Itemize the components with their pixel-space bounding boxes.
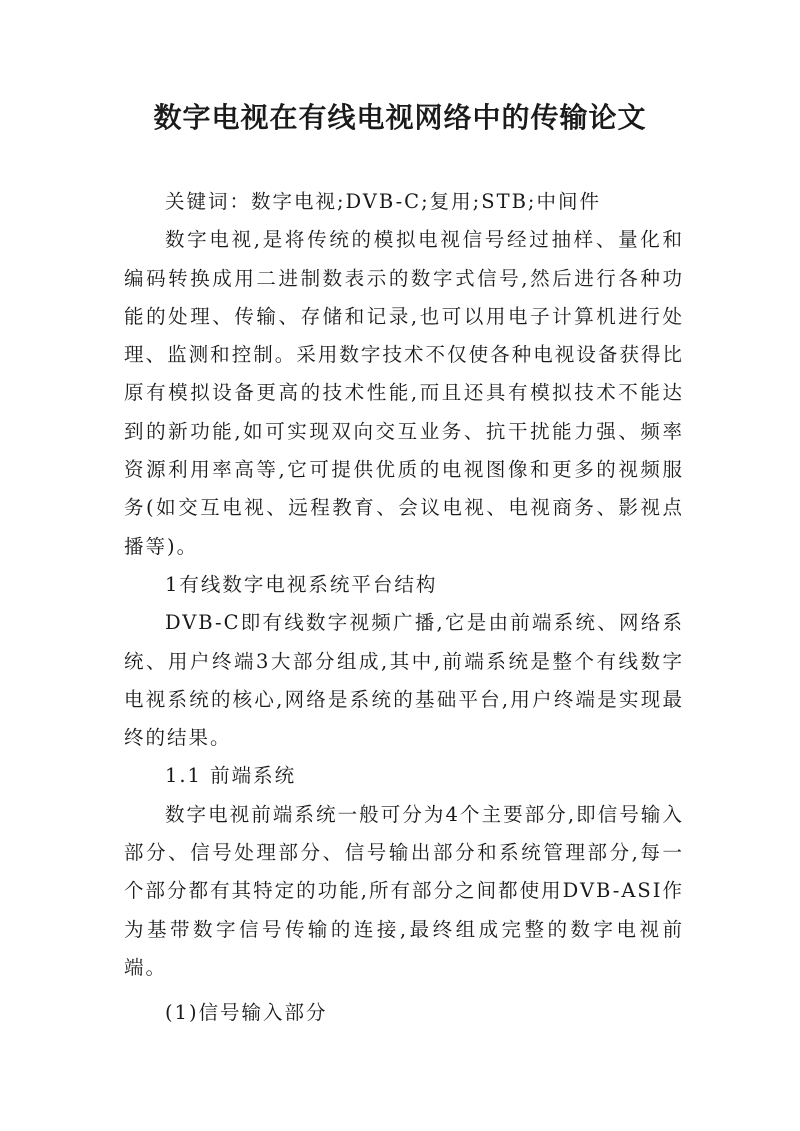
- document-body: [124, 183, 684, 1033]
- section-heading-1-1: 1.1 前端系统: [164, 764, 297, 788]
- keywords-paragraph: 关键词：数字电视;DVB-C;复用;STB;中间件: [164, 190, 601, 213]
- frontend-paragraph: 数字电视前端系统一般可分为4个主要部分,即信号输入部分、信号处理部分、信号输出部分和系统管理部分,每一个部分都有其特定的功能,所有部分之间都使用DVB-ASI作为基带数字信号传输的连接,最终组成完整的数字电视前端。: [124, 802, 684, 979]
- dvbc-paragraph: DVB-C即有线数字视频广播,它是由前端系统、网络系统、用户终端3大部分组成,其中,前端系统是整个有线数字电视系统的核心,网络是系统的基础平台,用户终端是实现最终的结果。: [124, 611, 684, 750]
- section-heading-1: 1有线数字电视系统平台结构: [164, 572, 438, 596]
- subsection-heading-signal-input: (1)信号输入部分: [164, 1001, 328, 1025]
- document-title: 数字电视在有线电视网络中的传输论文: [153, 101, 647, 134]
- intro-paragraph: 数字电视,是将传统的模拟电视信号经过抽样、量化和编码转换成用二进制数表示的数字式信号,然后进行各种功能的处理、传输、存储和记录,也可以用电子计算机进行处理、监测和控制。采用数字技术不仅使各种电视设备获得比原有模拟设备更高的技术性能,而且还具有模拟技术不能达到的新功能,如可实现双向交互业务、抗干扰能力强、频率资源利用率高等,它可提供优质的电视图像和更多的视频服务(如交互电视、远程教育、会议电视、电视商务、影视点播等)。: [124, 228, 684, 558]
